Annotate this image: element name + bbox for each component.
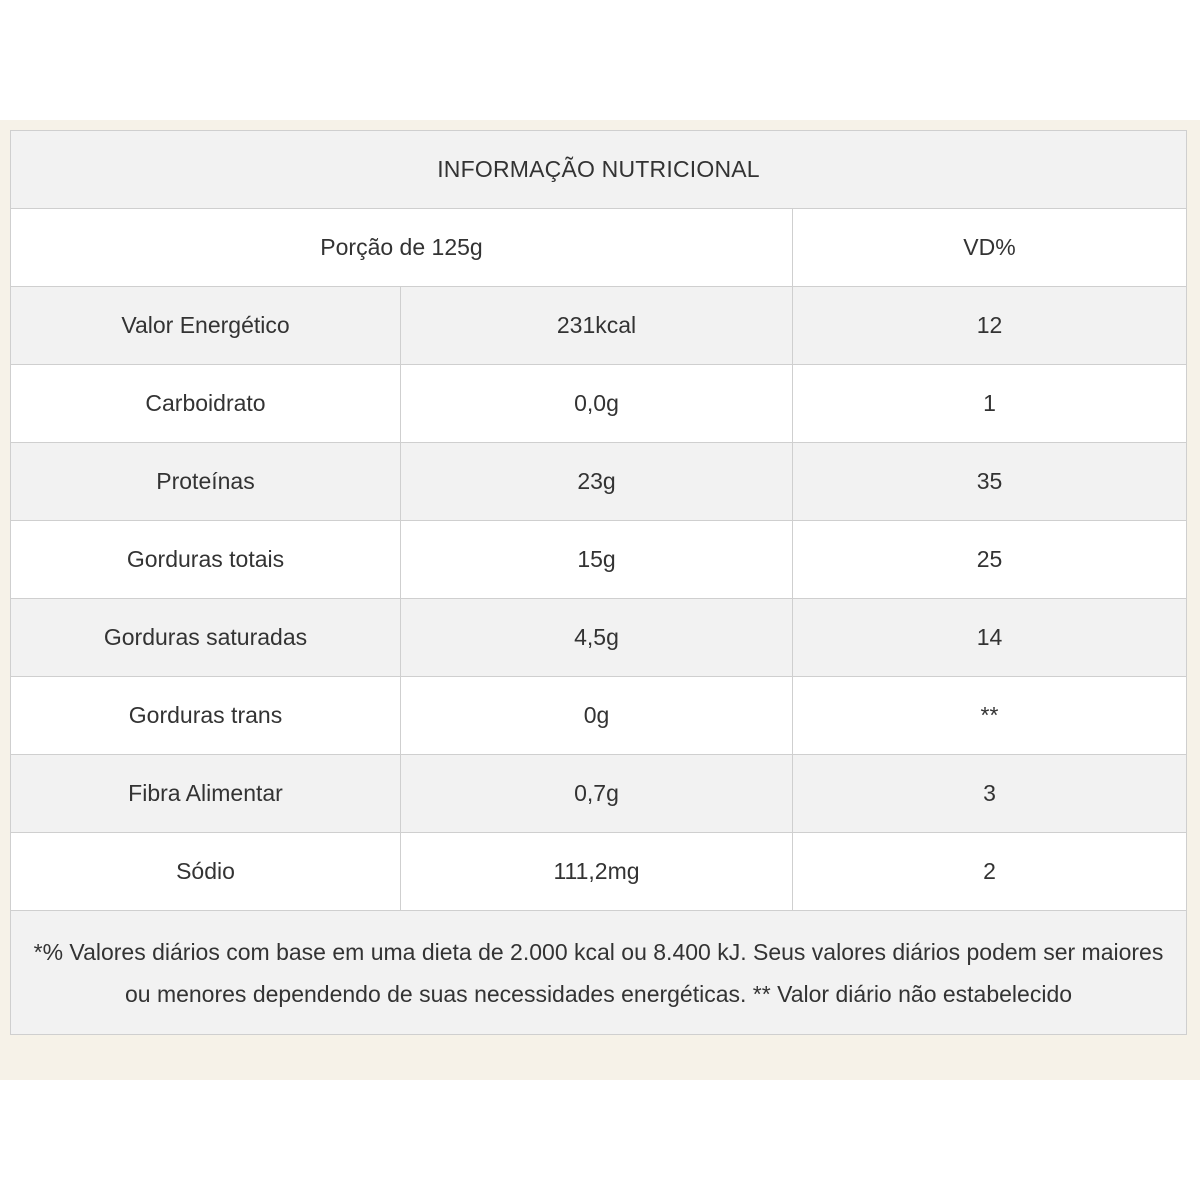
portion-label: Porção de 125g bbox=[11, 209, 793, 287]
table-row bbox=[11, 599, 1187, 677]
table-row bbox=[11, 443, 1187, 521]
nutrient-name: Fibra Alimentar bbox=[11, 755, 401, 833]
nutrient-vd: 3 bbox=[793, 755, 1187, 833]
nutrient-vd: 14 bbox=[793, 599, 1187, 677]
nutrient-amount: 231kcal bbox=[401, 287, 793, 365]
table-row bbox=[11, 365, 1187, 443]
nutrient-amount: 0g bbox=[401, 677, 793, 755]
nutrient-name: Carboidrato bbox=[11, 365, 401, 443]
nutrient-name: Proteínas bbox=[11, 443, 401, 521]
nutrition-panel bbox=[0, 120, 1200, 1080]
table-header-row bbox=[11, 209, 1187, 287]
nutrient-amount: 15g bbox=[401, 521, 793, 599]
nutrient-name: Gorduras saturadas bbox=[11, 599, 401, 677]
nutrient-amount: 4,5g bbox=[401, 599, 793, 677]
nutrient-amount: 0,0g bbox=[401, 365, 793, 443]
table-row bbox=[11, 677, 1187, 755]
nutrient-vd: 25 bbox=[793, 521, 1187, 599]
nutrient-vd: ** bbox=[793, 677, 1187, 755]
nutrient-amount: 23g bbox=[401, 443, 793, 521]
nutrient-name: Valor Energético bbox=[11, 287, 401, 365]
footnote-row bbox=[11, 911, 1187, 1035]
nutrient-vd: 2 bbox=[793, 833, 1187, 911]
table-row bbox=[11, 755, 1187, 833]
footnote: *% Valores diários com base em uma dieta de 2.000 kcal ou 8.400 kJ. Seus valores diários podem ser maiores ou menores dependendo de suas necessidades energéticas. ** Valor diário não estabelecido bbox=[11, 911, 1187, 1035]
nutrient-name: Gorduras trans bbox=[11, 677, 401, 755]
nutrient-vd: 12 bbox=[793, 287, 1187, 365]
nutrient-amount: 111,2mg bbox=[401, 833, 793, 911]
nutrient-vd: 1 bbox=[793, 365, 1187, 443]
nutrient-amount: 0,7g bbox=[401, 755, 793, 833]
table-row bbox=[11, 521, 1187, 599]
nutrient-name: Sódio bbox=[11, 833, 401, 911]
nutrient-name: Gorduras totais bbox=[11, 521, 401, 599]
table-title: INFORMAÇÃO NUTRICIONAL bbox=[11, 131, 1187, 209]
nutrition-table bbox=[10, 130, 1187, 1035]
table-title-row bbox=[11, 131, 1187, 209]
table-row bbox=[11, 287, 1187, 365]
nutrient-vd: 35 bbox=[793, 443, 1187, 521]
vd-header: VD% bbox=[793, 209, 1187, 287]
table-row bbox=[11, 833, 1187, 911]
